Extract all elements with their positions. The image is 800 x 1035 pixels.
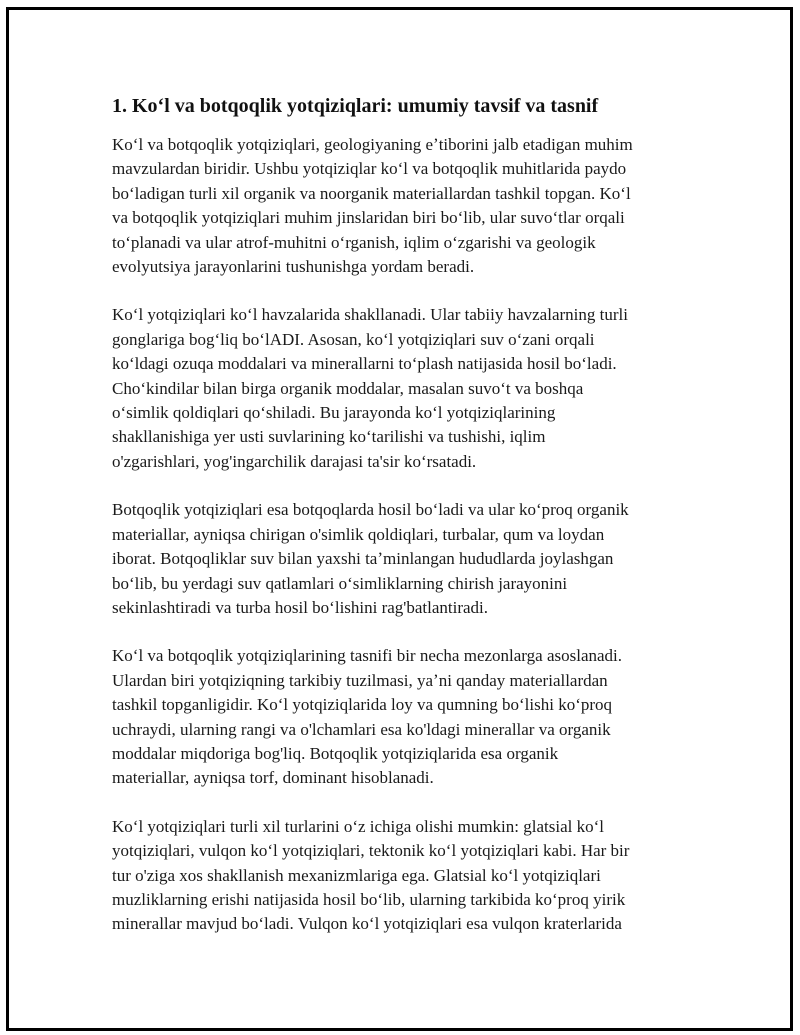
text-line: oʻsimlik qoldiqlari qoʻshiladi. Bu jarayonda koʻl yotqiziqlarining (112, 403, 556, 423)
text-line: Ulardan biri yotqiziqning tarkibiy tuzilmasi, yaʼni qanday materiallardan (112, 670, 608, 690)
text-line: sekinlashtiradi va turba hosil boʻlishini rag'batlantiradi. (112, 597, 489, 617)
text-line: uchraydi, ularning rangi va o'lchamlari esa ko'ldagi minerallar va organik (112, 719, 611, 739)
paragraph-4 (112, 644, 692, 790)
paragraph-1 (112, 133, 692, 279)
text-line: tur o'ziga xos shakllanish mexanizmlariga ega. Glatsial koʻl yotqiziqlari (112, 865, 601, 885)
paragraph-5 (112, 815, 692, 937)
text-line: minerallar mavjud boʻladi. Vulqon koʻl yotqiziqlari esa vulqon kraterlarida (112, 914, 622, 934)
text-line: Botqoqlik yotqiziqlari esa botqoqlarda hosil boʻladi va ular koʻproq organik (112, 500, 629, 520)
text-line: Koʻl yotqiziqlari turli xil turlarini oʻz ichiga olishi mumkin: glatsial koʻl (112, 816, 604, 836)
text-line: iborat. Botqoqliklar suv bilan yaxshi taʼminlangan hududlarda joylashgan (112, 549, 614, 569)
text-line: Choʻkindilar bilan birga organik moddalar, masalan suvoʻt va boshqa (112, 378, 584, 398)
text-line: Koʻl va botqoqlik yotqiziqlari, geologiyaning eʼtiborini jalb etadigan muhim (112, 135, 633, 154)
text-line: Koʻl yotqiziqlari koʻl havzalarida shakllanadi. Ular tabiiy havzalarning turli (112, 305, 628, 325)
text-line: toʻplanadi va ular atrof-muhitni oʻrganish, iqlim oʻzgarishi va geologik (112, 232, 596, 252)
text-line: tashkil topganligidir. Koʻl yotqiziqlarida loy va qumning boʻlishi koʻproq (112, 695, 613, 715)
text-line: evolyutsiya jarayonlarini tushunishga yordam beradi. (112, 257, 475, 277)
text-line: boʻladigan turli xil organik va noorganik materiallardan tashkil topgan. Koʻl (112, 183, 631, 203)
text-line: muzliklarning erishi natijasida hosil boʻlib, ularning tarkibida koʻproq yirik (112, 889, 626, 909)
text-line: shakllanishiga yer usti suvlarining koʻtarilishi va tushishi, iqlim (112, 427, 546, 447)
paragraph-2 (112, 303, 692, 474)
section-heading: 1. Koʻl va botqoqlik yotqiziqlari: umumiy tavsif va tasnif (112, 95, 599, 117)
text-line: yotqiziqlari, vulqon koʻl yotqiziqlari, tektonik koʻl yotqiziqlari kabi. Har bir (112, 841, 630, 861)
text-line: moddalar miqdoriga bog'liq. Botqoqlik yotqiziqlarida esa organik (112, 743, 559, 763)
text-line: mavzulardan biridir. Ushbu yotqiziqlar koʻl va botqoqlik muhitlarida paydo (112, 159, 627, 179)
text-line: va botqoqlik yotqiziqlari muhim jinslaridan biri boʻlib, ular suvoʻtlar orqali (112, 208, 625, 228)
text-line: Koʻl va botqoqlik yotqiziqlarining tasnifi bir necha mezonlarga asoslanadi. (112, 646, 623, 666)
document-body (112, 88, 692, 961)
text-line: materiallar, ayniqsa torf, dominant hisoblanadi. (112, 768, 434, 788)
text-line: boʻlib, bu yerdagi suv qatlamlari oʻsimliklarning chirish jarayonini (112, 573, 568, 593)
text-line: koʻldagi ozuqa moddalari va minerallarni toʻplash natijasida hosil boʻladi. (112, 354, 617, 374)
paragraph-3 (112, 498, 692, 620)
text-line: gonglariga bogʻliq boʻlADI. Asosan, koʻl yotqiziqlari suv oʻzani orqali (112, 329, 595, 349)
text-line: o'zgarishlari, yog'ingarchilik darajasi ta'sir koʻrsatadi. (112, 451, 477, 471)
text-line: materiallar, ayniqsa chirigan o'simlik qoldiqlari, turbalar, qum va loydan (112, 524, 605, 544)
